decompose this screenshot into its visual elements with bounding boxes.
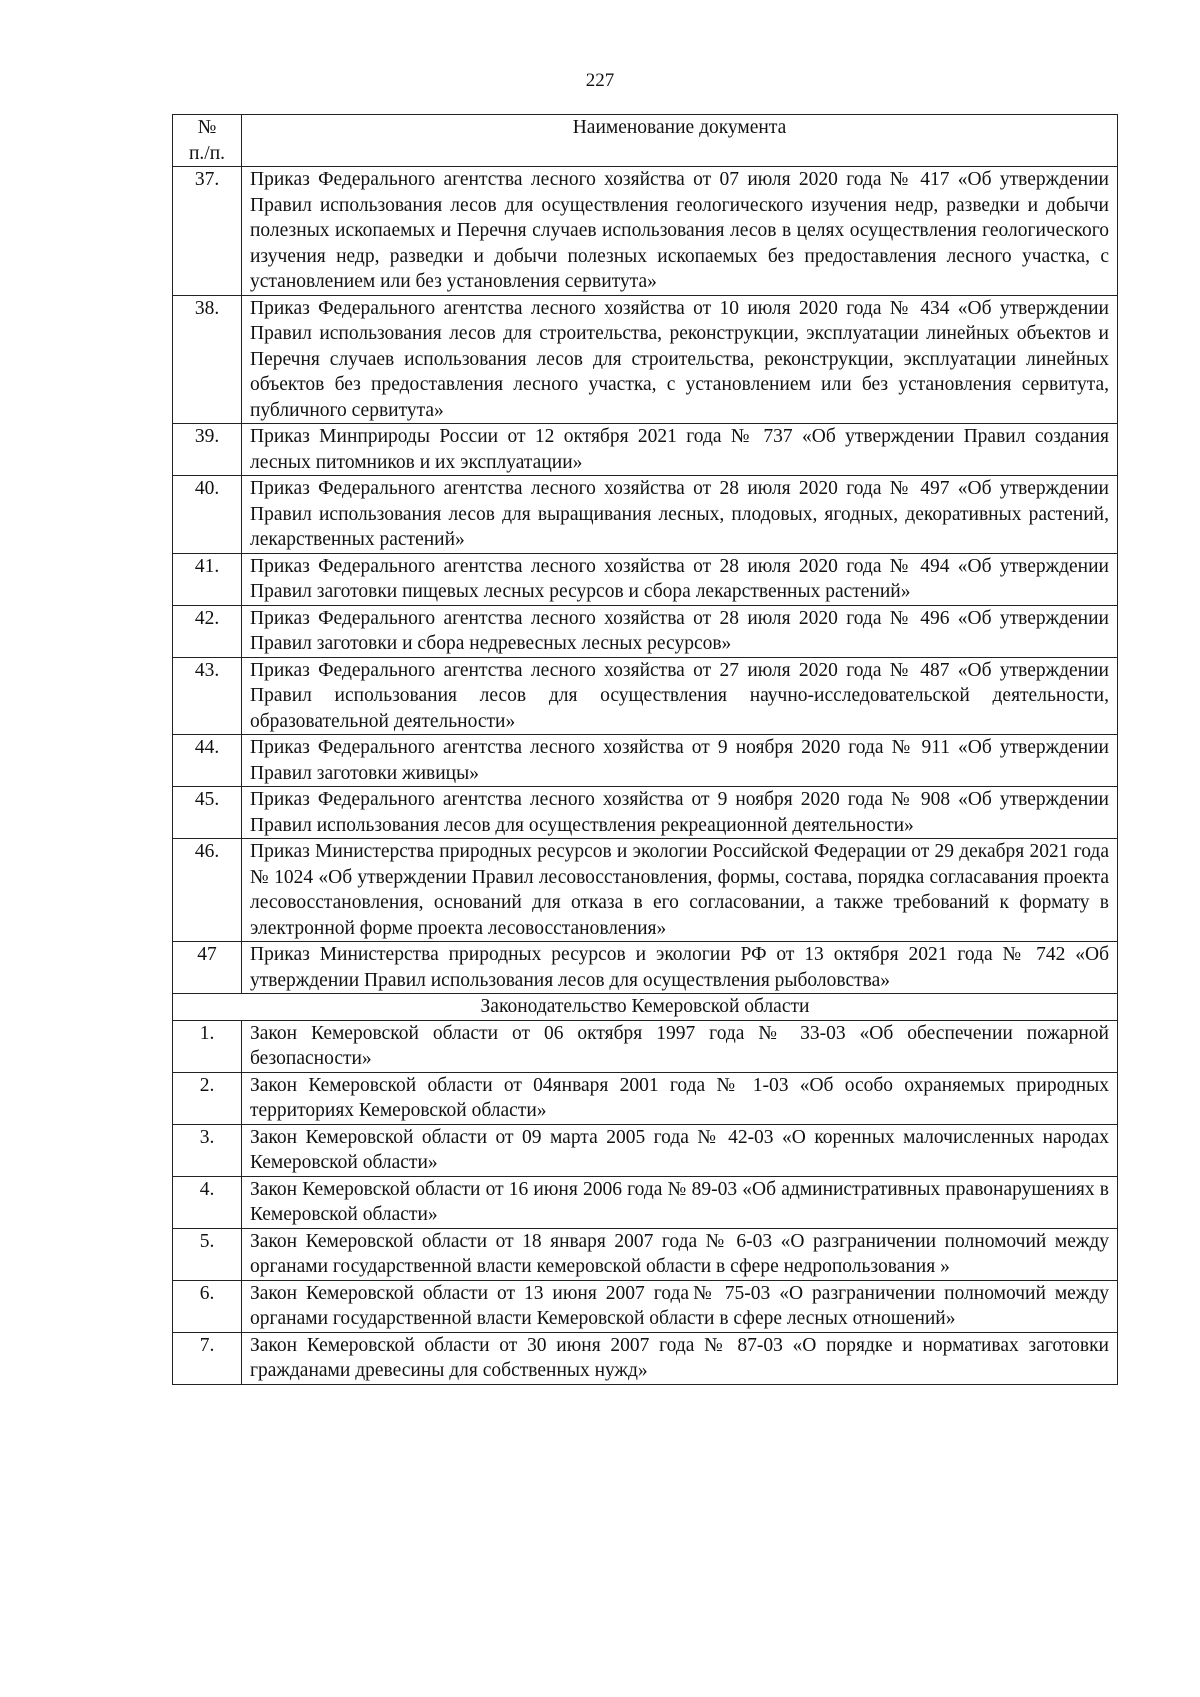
table-row	[173, 735, 1118, 787]
row-number: 46.	[173, 839, 242, 942]
document-name: Приказ Федерального агентства лесного хозяйства от 27 июля 2020 года № 487 «Об утверждении Правил использования лесов для осуществления научно-исследовательской деятельности, образовательной деятельности»	[242, 657, 1118, 735]
table-row	[173, 553, 1118, 605]
document-name: Закон Кемеровской области от 18 января 2007 года № 6-03 «О разграничении полномочий между органами государственной власти кемеровской области в сфере недропользования »	[242, 1228, 1118, 1280]
number-column-header	[173, 115, 242, 167]
table-row	[173, 657, 1118, 735]
document-name: Приказ Федерального агентства лесного хозяйства от 28 июля 2020 года № 497 «Об утверждении Правил использования лесов для выращивания лесных, плодовых, ягодных, декоративных растений, лекарственных растений»	[242, 476, 1118, 554]
table-row	[173, 1332, 1118, 1384]
row-number: 41.	[173, 553, 242, 605]
document-name: Приказ Минприроды России от 12 октября 2021 года № 737 «Об утверждении Правил создания лесных питомников и их эксплуатации»	[242, 424, 1118, 476]
document-name: Закон Кемеровской области от 09 марта 2005 года № 42-03 «О коренных малочисленных народах Кемеровской области»	[242, 1124, 1118, 1176]
document-name: Закон Кемеровской области от 30 июня 2007 года № 87-03 «О порядке и нормативах заготовки гражданами древесины для собственных нужд»	[242, 1332, 1118, 1384]
section-title: Законодательство Кемеровской области	[173, 994, 1118, 1021]
documents-table	[172, 114, 1118, 1385]
row-number: 7.	[173, 1332, 242, 1384]
document-name: Закон Кемеровской области от 06 октября 1997 года № 33-03 «Об обеспечении пожарной безопасности»	[242, 1020, 1118, 1072]
table-row	[173, 1124, 1118, 1176]
number-header-abbr: п./п.	[188, 142, 226, 164]
table-row	[173, 1072, 1118, 1124]
row-number: 2.	[173, 1072, 242, 1124]
document-name: Приказ Федерального агентства лесного хозяйства от 28 июля 2020 года № 496 «Об утверждении Правил заготовки и сбора недревесных лесных ресурсов»	[242, 605, 1118, 657]
row-number: 39.	[173, 424, 242, 476]
table-row	[173, 1176, 1118, 1228]
table-row	[173, 1228, 1118, 1280]
row-number: 37.	[173, 167, 242, 296]
number-header-sign: №	[197, 117, 217, 138]
document-name: Приказ Федерального агентства лесного хозяйства от 9 ноября 2020 года № 908 «Об утверждении Правил использования лесов для осуществления рекреационной деятельности»	[242, 787, 1118, 839]
document-name: Закон Кемеровской области от 13 июня 2007 года№ 75-03 «О разграничении полномочий между органами государственной власти Кемеровской области в сфере лесных отношений»	[242, 1280, 1118, 1332]
row-number: 1.	[173, 1020, 242, 1072]
row-number: 4.	[173, 1176, 242, 1228]
table-row	[173, 605, 1118, 657]
row-number: 47	[173, 942, 242, 994]
table-row	[173, 942, 1118, 994]
table-row	[173, 839, 1118, 942]
document-name: Приказ Федерального агентства лесного хозяйства от 10 июля 2020 года № 434 «Об утверждении Правил использования лесов для строительства, реконструкции, эксплуатации линейных объектов и Перечня случаев использования лесов для строительства, реконструкции, эксплуатации линейных объектов без предоставления лесного участка, с установлением или без установления сервитута, публичного сервитута»	[242, 295, 1118, 424]
document-name: Приказ Министерства природных ресурсов и экологии Российской Федерации от 29 декабря 2021 года № 1024 «Об утверждении Правил лесовосстановления, формы, состава, порядка согласавания проекта лесовосстановления, оснований для отказа в его согласовании, а также требований к формату в электронной форме проекта лесовосстановления»	[242, 839, 1118, 942]
row-number: 44.	[173, 735, 242, 787]
row-number: 5.	[173, 1228, 242, 1280]
row-number: 45.	[173, 787, 242, 839]
section-header-row	[173, 994, 1118, 1021]
document-name: Приказ Федерального агентства лесного хозяйства от 07 июля 2020 года № 417 «Об утверждении Правил использования лесов для осуществления геологического изучения недр, разведки и добычи полезных ископаемых и Перечня случаев использования лесов в целях осуществления геологического изучения недр, разведки и добычи полезных ископаемых без предоставления лесного участка, с установлением или без установления сервитута»	[242, 167, 1118, 296]
row-number: 43.	[173, 657, 242, 735]
document-name: Закон Кемеровской области от 04января 2001 года № 1-03 «Об особо охраняемых природных территориях Кемеровской области»	[242, 1072, 1118, 1124]
document-name: Приказ Министерства природных ресурсов и экологии РФ от 13 октября 2021 года № 742 «Об утверждении Правил использования лесов для осуществления рыболовства»	[242, 942, 1118, 994]
row-number: 3.	[173, 1124, 242, 1176]
document-name: Закон Кемеровской области от 16 июня 2006 года № 89-03 «Об административных правонарушениях в Кемеровской области»	[242, 1176, 1118, 1228]
table-row	[173, 424, 1118, 476]
table-row	[173, 1020, 1118, 1072]
table-row	[173, 787, 1118, 839]
row-number: 38.	[173, 295, 242, 424]
row-number: 40.	[173, 476, 242, 554]
document-name: Приказ Федерального агентства лесного хозяйства от 28 июля 2020 года № 494 «Об утверждении Правил заготовки пищевых лесных ресурсов и сбора лекарственных растений»	[242, 553, 1118, 605]
table-row	[173, 1280, 1118, 1332]
table-row	[173, 476, 1118, 554]
row-number: 42.	[173, 605, 242, 657]
document-name-column-header: Наименование документа	[242, 115, 1118, 167]
table-header-row	[173, 115, 1118, 167]
row-number: 6.	[173, 1280, 242, 1332]
document-name: Приказ Федерального агентства лесного хозяйства от 9 ноября 2020 года № 911 «Об утверждении Правил заготовки живицы»	[242, 735, 1118, 787]
page-number: 227	[585, 70, 615, 91]
table-row	[173, 167, 1118, 296]
table-row	[173, 295, 1118, 424]
